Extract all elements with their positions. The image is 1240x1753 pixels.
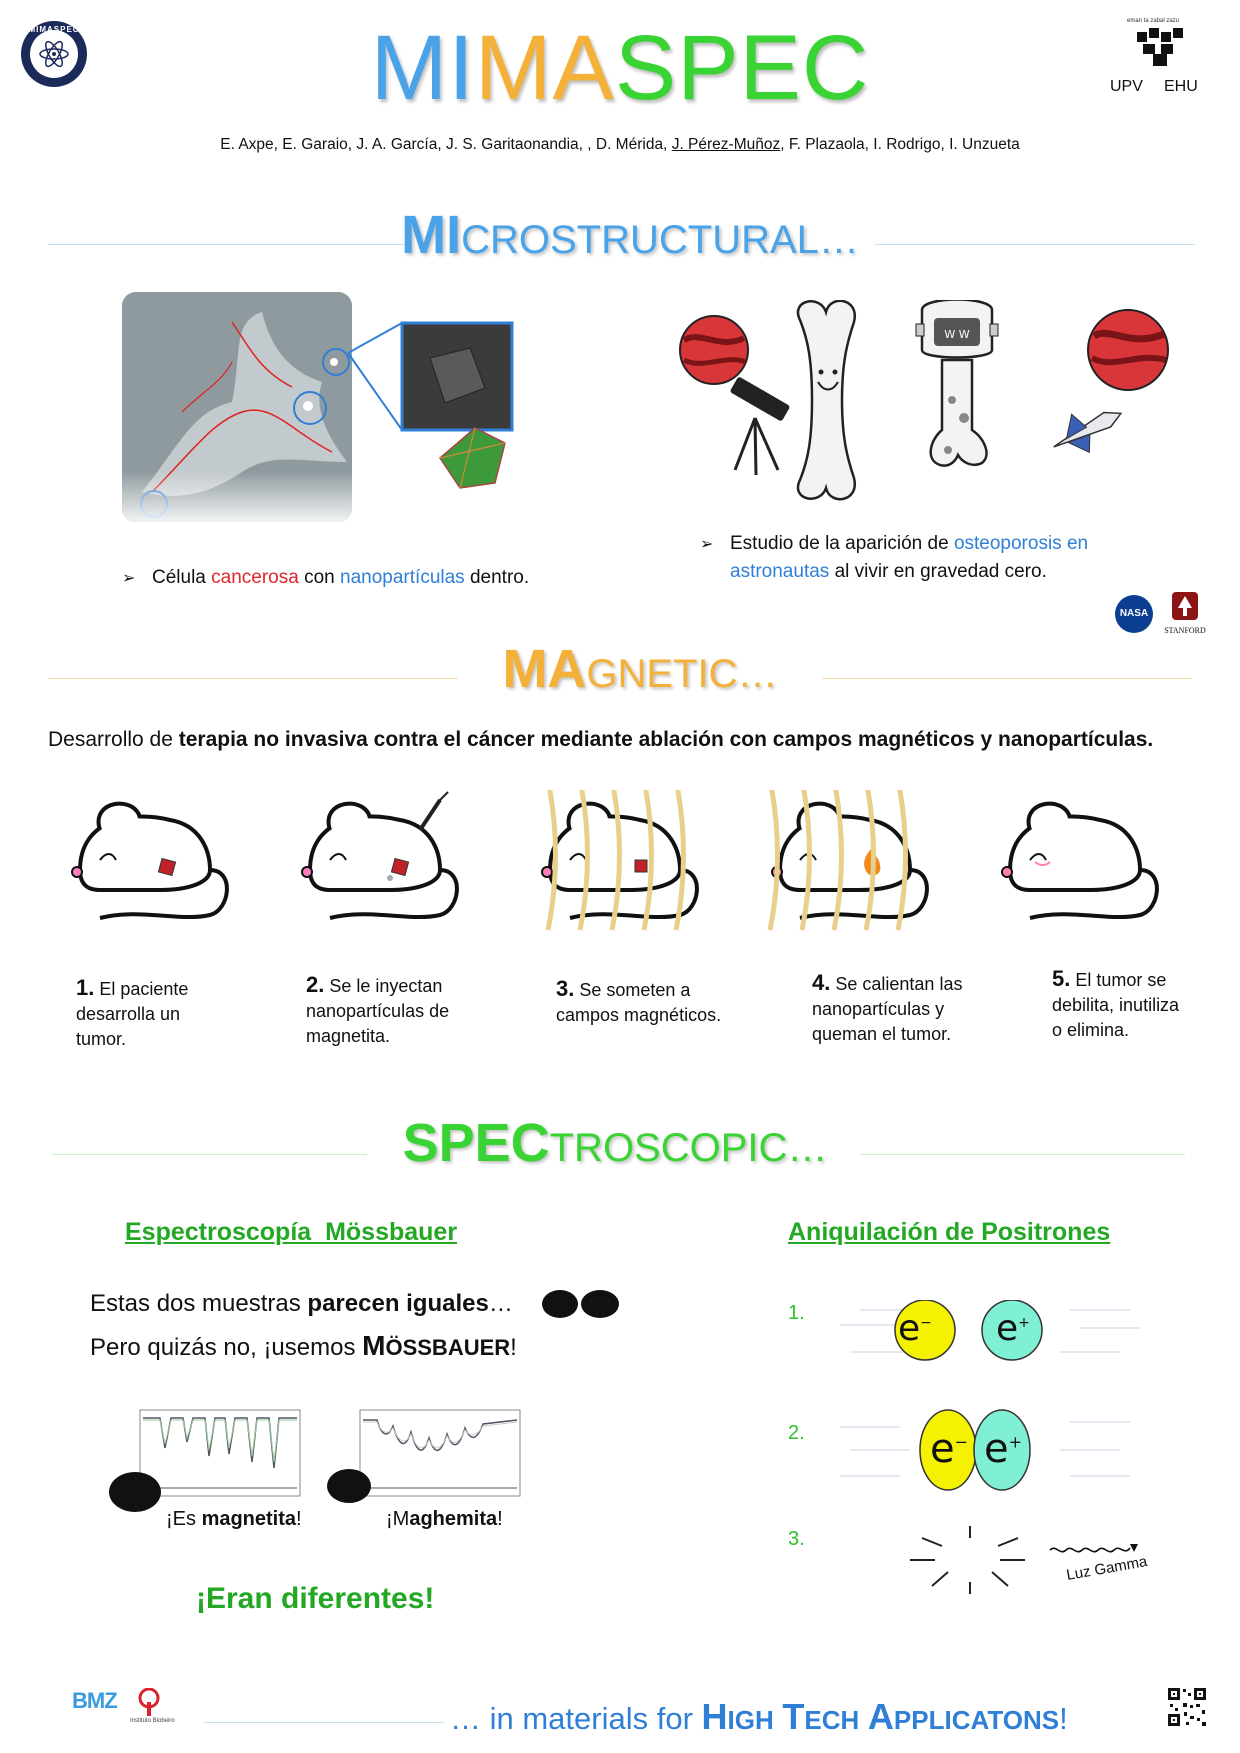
spectro-title-big: SPEC [402, 1113, 550, 1173]
step-3-line-1: Se someten a [579, 980, 691, 1000]
magnetic-intro [48, 728, 1218, 752]
bmz-logo-text: BMZ [72, 1688, 117, 1713]
bullet-arrow-icon: ➢ [700, 534, 714, 553]
title-part-mi: MI [370, 17, 475, 119]
spectro-divider-right [860, 1154, 1185, 1155]
therapy-step-4 [812, 970, 1012, 1047]
positron-step-1-number: 1. [788, 1302, 805, 1324]
magnetic-divider-right [822, 678, 1192, 679]
authors-underlined: J. Pérez-Muñoz [671, 136, 781, 153]
gamma-wave-icon [1050, 1548, 1130, 1552]
page-title [0, 18, 1240, 118]
therapy-step-2 [306, 972, 526, 1049]
stanford-logo-text: STANFORD [1164, 626, 1206, 635]
bullet2-blue1: osteoporosis en [953, 533, 1089, 554]
upv-ehu-emblem-icon [1135, 28, 1185, 68]
mars-planet-icon-left [680, 316, 748, 384]
step-3-line-2: campos magnéticos. [556, 1005, 722, 1025]
step-4-number: 4. [812, 970, 831, 995]
mouse-3-icon [542, 790, 697, 930]
mouse-1-icon [72, 804, 227, 918]
mossbauer-conclusion: ¡Eran diferentes! [196, 1582, 435, 1615]
positron-label-1-sup: + [1018, 1315, 1030, 1331]
step-4-line-2: nanopartículas y [812, 999, 945, 1019]
tagline-pre: … in materials for [450, 1701, 702, 1736]
mouse-5-icon [1002, 804, 1157, 918]
micro-divider-left [48, 244, 408, 245]
magnetic-title-big: MA [502, 639, 587, 699]
therapy-step-5 [1052, 966, 1232, 1043]
annihilation-burst-icon [910, 1526, 1025, 1594]
step-5-line-2: debilita, inutiliza [1052, 995, 1180, 1015]
authors-after: , F. Plazaola, I. Rodrigo, I. Unzueta [780, 136, 1020, 153]
mossbauer-spectra-graphic [105, 1406, 525, 1516]
electron-label-1-letter: e [898, 1308, 921, 1349]
nasa-logo-text: NASA [1119, 608, 1149, 619]
step-5-line-1: El tumor se [1075, 970, 1167, 990]
step-2-line-3: magnetita. [306, 1026, 391, 1046]
stanford-tree-icon [1170, 590, 1200, 624]
title-part-spec: SPEC [614, 17, 870, 119]
nanoparticle-zoom-graphic [340, 318, 520, 498]
positron-label-1-letter: e [996, 1308, 1019, 1349]
spectro-divider-left [52, 1154, 367, 1155]
healthy-bone-icon [798, 301, 855, 499]
step-5-line-3: o elimina. [1052, 1020, 1130, 1040]
footer-divider [204, 1722, 444, 1723]
spec1-pre: ¡Es [166, 1508, 202, 1530]
bullet2-post: al vivir en gravedad cero. [829, 561, 1047, 582]
spectro-section-title [380, 1113, 850, 1173]
magnetite-label [166, 1508, 302, 1531]
spec2-post: ! [497, 1508, 503, 1530]
bullet-arrow-icon: ➢ [122, 568, 136, 587]
positron-heading: Aniquilación de Positrones [788, 1218, 1111, 1246]
moss-line1-pre: Estas dos muestras [90, 1290, 308, 1317]
bullet2-pre: Estudio de la aparición de [730, 533, 954, 554]
mimaspec-logo-text: MIMASPEC [28, 25, 80, 34]
moss-line2-big: M [362, 1330, 386, 1361]
positron-label-2-letter: e [984, 1426, 1009, 1472]
mossbauer-heading: Espectroscopía Mössbauer [125, 1218, 458, 1246]
moss-line1-post: … [488, 1290, 513, 1317]
magnetic-section-title [460, 639, 820, 699]
bullet2-blue2: astronautas [730, 561, 830, 582]
magnetic-intro-bold: terapia no invasiva contra el cáncer mediante ablación con campos magnéticos y nanopartículas. [178, 728, 1154, 751]
university-logo [1110, 18, 1210, 98]
tagline-post: ! [1059, 1701, 1068, 1736]
spec2-pre: ¡M [386, 1508, 410, 1530]
therapy-step-1 [76, 975, 276, 1052]
electron-label-2 [930, 1426, 968, 1472]
electron-label-2-letter: e [930, 1426, 955, 1472]
stanford-logo [1155, 590, 1215, 640]
step-2-number: 2. [306, 972, 325, 997]
spectro-title-rest: TROSCOPIC… [549, 1126, 828, 1170]
moss-line2-small: ÖSSBAUER [385, 1335, 511, 1360]
maghemite-spectrum-plot [327, 1410, 520, 1503]
positron-label-2 [984, 1426, 1022, 1472]
mouse-therapy-sequence [60, 790, 1220, 940]
positron-label-2-sup: + [1008, 1432, 1023, 1452]
spec1-bold: magnetita [201, 1508, 297, 1530]
mossbauer-line-1 [90, 1290, 513, 1318]
tagline-app-big: A [867, 1696, 894, 1737]
step-4-line-3: queman el tumor. [812, 1024, 952, 1044]
micro-bullet-osteoporosis [700, 530, 1088, 586]
author-list [0, 136, 1240, 154]
bullet1-pre: Célula [152, 567, 212, 588]
bullet1-blue: nanopartículas [340, 567, 465, 588]
magnetic-divider-left [48, 678, 458, 679]
positron-step-2-number: 2. [788, 1422, 805, 1444]
tagline-high-big: H [701, 1696, 728, 1737]
mouse-4-icon [770, 790, 927, 930]
bmz-logo [72, 1688, 175, 1728]
bullet1-post: dentro. [464, 567, 530, 588]
tagline-tech-small: ECH [804, 1705, 860, 1735]
telescope-icon [730, 376, 791, 475]
mars-planet-icon-right [1088, 310, 1168, 390]
helmet-letters: W W [944, 328, 970, 341]
step-4-line-1: Se calientan las [835, 974, 963, 994]
moss-line2-post: ! [510, 1334, 517, 1361]
powder-samples-icon [538, 1286, 624, 1322]
moss-line2-pre: Pero quizás no, ¡usemos [90, 1334, 363, 1361]
moss-line1-bold: parecen iguales [307, 1290, 489, 1317]
ehu-label: EHU [1164, 78, 1198, 95]
tagline-high-small: IGH [727, 1705, 774, 1735]
gamma-label: Luz Gamma [1065, 1553, 1149, 1584]
step-1-number: 1. [76, 975, 95, 1000]
upv-label: UPV [1110, 78, 1143, 95]
instituto-logo-icon [136, 1688, 162, 1718]
mossbauer-line-2 [90, 1330, 517, 1362]
step-1-line-3: tumor. [76, 1029, 127, 1049]
step-1-line-1: El paciente [99, 979, 189, 999]
title-part-ma: MA [474, 17, 615, 119]
instituto-logo-text: Instituto Biobeiro [130, 1718, 175, 1724]
tagline-app-small: PPLICATONS [893, 1705, 1060, 1735]
magnetite-spectrum-plot [109, 1410, 300, 1512]
astronaut-bone-icon [916, 300, 998, 466]
step-1-line-2: desarrolla un [76, 1004, 181, 1024]
micro-section-title [380, 205, 880, 265]
micro-title-rest: CROSTRUCTURAL… [461, 218, 859, 262]
qr-code-icon[interactable] [1166, 1686, 1208, 1728]
mouse-2-icon [302, 792, 457, 918]
step-3-number: 3. [556, 976, 575, 1001]
electron-label-1-sup: − [920, 1315, 932, 1331]
tagline-tech-big: T [782, 1696, 805, 1737]
therapy-step-3 [556, 976, 776, 1028]
bullet1-mid: con [298, 567, 341, 588]
micro-title-big: MI [401, 205, 462, 265]
step-5-number: 5. [1052, 966, 1071, 991]
micro-divider-right [875, 244, 1195, 245]
footer-tagline [450, 1696, 1068, 1738]
maghemite-label [386, 1508, 503, 1531]
cancer-cell-micrograph [122, 292, 352, 522]
step-2-line-1: Se le inyectan [329, 976, 443, 996]
magnetic-intro-pre: Desarrollo de [48, 728, 179, 751]
spec1-post: ! [296, 1508, 302, 1530]
osteoporosis-illustration [670, 300, 1210, 510]
authors-before: E. Axpe, E. Garaio, J. A. García, J. S. Garitaonandia, , D. Mérida, [220, 136, 672, 153]
magnetic-title-rest: GNETIC… [586, 652, 778, 696]
nasa-logo [1115, 595, 1153, 633]
university-tagline: eman ta zabal zazu [1126, 18, 1180, 24]
electron-label-1 [898, 1308, 932, 1349]
bullet1-red: cancerosa [211, 567, 299, 588]
step-2-line-2: nanopartículas de [306, 1001, 450, 1021]
positron-label-1 [996, 1308, 1030, 1349]
micro-bullet-cell [122, 564, 529, 592]
electron-label-2-sup: − [954, 1432, 969, 1452]
positron-step-3-number: 3. [788, 1528, 805, 1550]
cell-micrograph-graphic [122, 292, 352, 522]
spec2-bold: aghemita [409, 1508, 498, 1530]
space-shuttle-icon [1044, 395, 1130, 465]
